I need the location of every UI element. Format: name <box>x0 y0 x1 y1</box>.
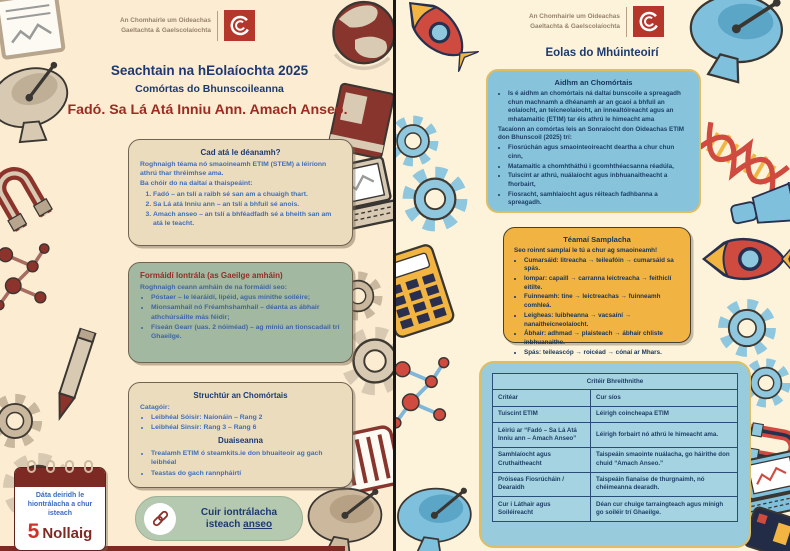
box-heading: Téamaí Samplacha <box>563 235 631 244</box>
list-item: • Matamaitic a chomhtháthú i gcomhthéacsanna réadúla, <box>508 163 689 172</box>
deadline-calendar <box>14 467 106 551</box>
table-cell: Léiriú ar “Fadó – Sa Lá Atá Inniu ann – Amach Anseo” <box>493 423 591 448</box>
rocket-icon <box>396 0 490 83</box>
criteria-table <box>492 373 738 522</box>
gear-icon <box>714 295 780 361</box>
notebook-icon <box>0 0 66 62</box>
theme-item: • Ábhair: adhmad → plaisteach → ábhair chliste inbhuanaithe. <box>524 330 680 347</box>
table-header-row <box>493 390 738 406</box>
list-item: • Físeán Gearr (uas. 2 nóiméad) – ag míniú an tionscadail trí Ghaeilge. <box>151 323 341 341</box>
list-item: 1. Fadó – an tslí a raibh sé san am a chuaigh thart. <box>153 190 341 199</box>
list-item: • Fiosracht, samhlaíocht agus réiteach fadhbanna a spreagadh. <box>508 191 689 208</box>
table-cell: Samhlaíocht agus Cruthaitheacht <box>493 447 591 472</box>
box-structure <box>128 382 353 488</box>
list-item: • Teastas do gach rannpháirtí <box>151 469 341 478</box>
telescope-icon <box>726 182 790 232</box>
table-title-row <box>493 374 738 390</box>
table-cell: Próiseas Fiosrúcháin / Dearaidh <box>493 472 591 497</box>
pencil-icon <box>44 326 103 428</box>
table-cell: Léirigh forbairt nó athrú le himeacht ama. <box>591 423 738 448</box>
satellite-dish-icon <box>396 471 489 551</box>
org-name: An Chomhairle um Oideachas Gaeltachta & Gaelscolaíochta <box>120 17 211 34</box>
org-logo-block <box>529 6 664 37</box>
theme-item: • Spás: teileascóp → roicéad → cónaí ar Mhars. <box>524 349 680 358</box>
poster-subtitle: Comórtas do Bhunscoileanna <box>135 83 284 95</box>
list-item: 3. Amach anseo – an tslí a bhféadfadh sé a bheith san am atá le teacht. <box>153 210 341 228</box>
molecule-icon <box>0 232 52 324</box>
box-intro: Seo roinnt samplaí le tú a chur ag smaoineamh! <box>514 247 658 254</box>
list-item: 2. Sa Lá atá Inniu ann – an tslí a bhfuil sé anois. <box>153 200 341 209</box>
table-cell: Taispeáin fianaise de thurgnaimh, nó chéimeanna dearadh. <box>591 472 738 497</box>
magnet-icon <box>0 147 64 241</box>
table-row <box>493 447 738 472</box>
list-item: • Trealamh ETIM ó steamkits.ie don bhuaiteoir ag gach leibhéal <box>151 449 341 467</box>
deadline-label: Dáta deiridh le hiontrálacha a chur isteach <box>27 492 93 518</box>
criteria-panel <box>479 361 751 548</box>
box-heading: Cad atá le déanamh? <box>200 148 281 157</box>
list-item: • Fiosrúchán agus smaointeoireacht deartha a chur chun cinn, <box>508 144 689 161</box>
list-item: • Tuiscint ar athrú, nuálaíocht agus inbhuanaitheacht a fhorbairt, <box>508 172 689 189</box>
list-item: • Mionsamhail nó Fréamhshamhail – déanta as ábhair athchúrsáilte más féidir; <box>151 303 341 321</box>
poster-title: Eolas do Mhúinteoirí <box>545 47 659 59</box>
poster-tagline: Fadó. Sa Lá Atá Inniu Ann. Amach Anseo. <box>67 102 348 118</box>
table-cell: Déan cur chuige tarraingteach agus mínigh go soiléir trí Ghaeilge. <box>591 497 738 522</box>
cta-link-anseo[interactable]: anseo <box>243 518 273 530</box>
list-item: • Leibhéal Sóisir: Naíonáin – Rang 2 <box>151 413 341 422</box>
molecule-icon <box>396 352 452 436</box>
table-title: Critéir Bhreithnithe <box>493 374 738 390</box>
box-sample-themes <box>503 227 691 356</box>
link-icon-circle <box>144 503 176 535</box>
box-heading: Aidhm an Chomórtais <box>554 78 633 87</box>
deadline-month: Nollaig <box>42 525 93 543</box>
box-heading: Formáidí Iontrála (as Gaeilge amháin) <box>140 271 283 280</box>
box-intro: Roghnaigh ceann amháin de na formáidí seo: <box>140 284 287 291</box>
theme-item: • Cumarsáid: litreacha → teileafóin → cumarsáid sa spás. <box>524 257 680 274</box>
cogg-logo-icon <box>633 6 664 37</box>
list-item: • Is é aidhm an chomórtais ná daltaí bunscoile a spreagadh chun machnamh a dhéanamh ar an gcaoi a bhfuil an eolaíocht, an teicneolaíocht, an innealtóireacht agus an mhatamaitic (ETIM) tar éis athrú le himeacht ama <box>508 90 689 125</box>
calendar-rings <box>14 460 106 473</box>
deadline-day: 5 <box>27 520 40 544</box>
gear-icon <box>0 390 46 452</box>
theme-item: • Leigheas: luibheanna → vacsaíní → nanaitheicneolaíocht. <box>524 312 680 329</box>
cta-text: Cuir iontrálacha isteach anseo <box>200 506 278 530</box>
table-cell: Cur i Láthair agus Soiléireacht <box>493 497 591 522</box>
theme-item: • Fuinneamh: tine → leictreachas → fuinneamh comhleá. <box>524 293 680 310</box>
list-item: • Leibhéal Sinsir: Rang 3 – Rang 6 <box>151 423 341 432</box>
logo-divider <box>626 7 627 37</box>
rocket-icon <box>696 228 790 290</box>
table-row <box>493 497 738 522</box>
cogg-logo-icon <box>224 10 255 41</box>
box-heading: Struchtúr an Chomórtais <box>193 391 288 400</box>
table-cell: Tuiscint ETIM <box>493 406 591 422</box>
gear-icon <box>398 162 472 236</box>
prizes-heading: Duaiseanna <box>218 435 263 445</box>
box-intro: Ba chóir do na daltaí a thaispeáint: <box>140 180 253 188</box>
table-row <box>493 406 738 422</box>
list-item: • Póstaer – le léaráidí, lipéid, agus mínithe soiléire; <box>151 293 341 302</box>
link-icon <box>151 509 170 528</box>
box-entry-formats <box>128 262 353 363</box>
calculator-icon <box>396 240 458 342</box>
column-header: Cur síos <box>591 390 738 406</box>
poster-title: Seachtain na hEolaíochta 2025 <box>110 63 309 78</box>
box-intro: Roghnaigh téama nó smaoineamh ETIM (STEM) a léiríonn athrú thar thréimhse ama. <box>140 161 327 178</box>
theme-item: • Iompar: capaill → carranna leictreacha → feithiclí eitilte. <box>524 275 680 292</box>
box-paragraph: Tacaíonn an comórtas leis an Sonraíocht don Oideachas ETIM don Bhunscoil (2025) trí: <box>498 125 685 142</box>
org-logo-block <box>120 10 255 41</box>
box-aim <box>486 69 701 213</box>
table-row <box>493 472 738 497</box>
logo-divider <box>217 11 218 41</box>
box-what-to-do <box>128 139 353 246</box>
submit-entries-button[interactable] <box>135 496 303 541</box>
table-cell: Léirigh coincheapa ETIM <box>591 406 738 422</box>
poster-competition <box>0 0 393 551</box>
poster-teacher-info <box>396 0 790 551</box>
org-name: An Chomhairle um Oideachas Gaeltachta & Gaelscolaíochta <box>529 13 620 30</box>
column-header: Critéar <box>493 390 591 406</box>
table-row <box>493 423 738 448</box>
category-label: Catagóir: <box>140 404 170 411</box>
table-cell: Taispeáin smaointe nuálacha, go háirithe don chuid “Amach Anseo.” <box>591 447 738 472</box>
